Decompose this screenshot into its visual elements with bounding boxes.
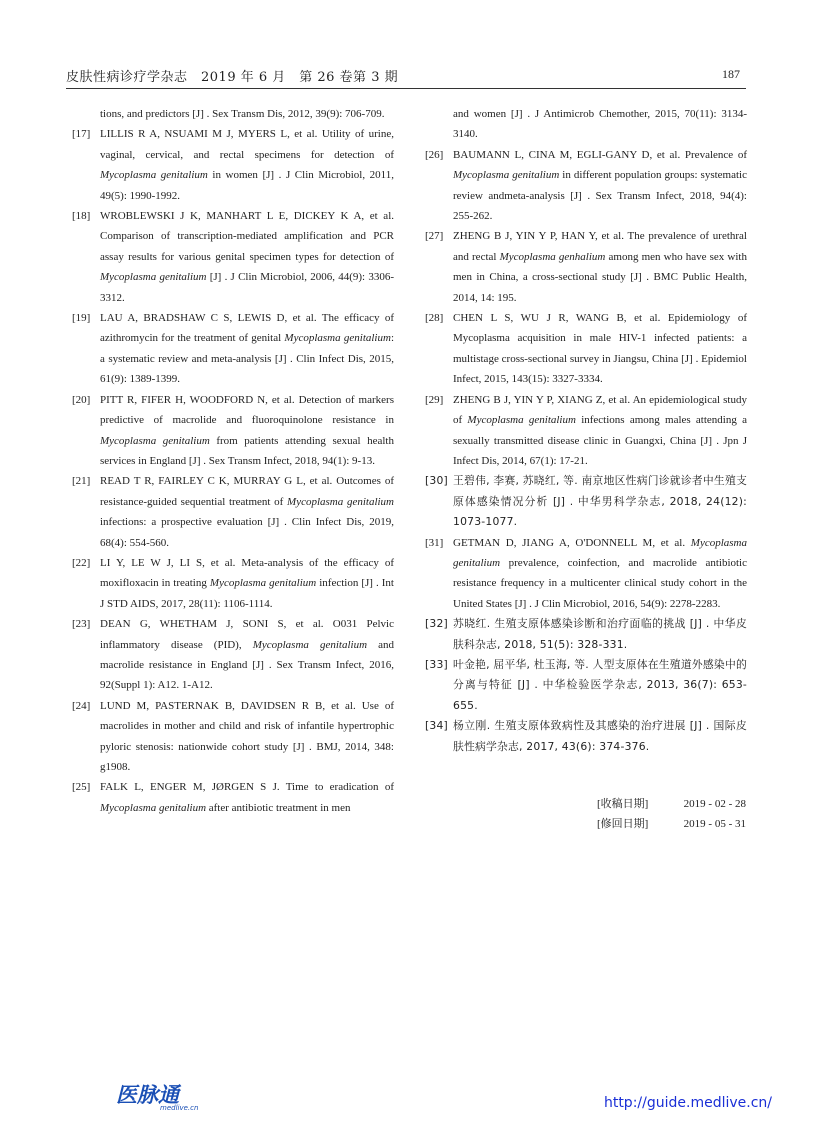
reference-text: in different population groups: systematic review andmeta-analysis [J] . Sex Transm Infect, 2018, 94(4): 255-262. (453, 169, 747, 223)
running-header (66, 66, 746, 86)
medlive-logo-icon (114, 1080, 214, 1112)
reference-text: ZHENG B J, YIN Y P, HAN Y, et al. The prevalence of urethral and rectal (453, 230, 747, 263)
reference-number: [32] (425, 617, 448, 631)
reference-number: [19] (72, 312, 91, 325)
reference-text: BAUMANN L, CINA M, EGLI-GANY D, et al. Prevalence of (453, 148, 747, 161)
revised-label: [修回日期] (597, 818, 649, 831)
reference-text: LI Y, LE W J, LI S, et al. Meta-analysis of the efficacy of moxifloxacin in treating (100, 556, 394, 590)
reference-number: [28] (425, 312, 444, 325)
reference-text: : a systematic review and meta-analysis [J] . Clin Infect Dis, 2015, 61(9): 1389-1399. (100, 332, 394, 386)
reference-number: [24] (72, 699, 91, 712)
reference-item (453, 104, 747, 145)
reference-item (425, 655, 747, 716)
reference-text: CHEN L S, WU J R, WANG B, et al. Epidemiology of Mycoplasma acquisition in male HIV-1 infected patients: a multistage cross-sectional survey in Jiangsu, China [J] . Epidemiol Infect, 2015, 143(15): 3327-3334. (453, 312, 747, 386)
journal-issue-line: 皮肤性病诊疗学杂志 2019 年 6 月 第 26 卷第 3 期 (66, 70, 399, 85)
species-name: Mycoplasma genitalium (100, 801, 207, 814)
reference-item (72, 553, 394, 614)
revised-value: 2019 - 05 - 31 (683, 818, 746, 831)
reference-text: LAU A, BRADSHAW C S, LEWIS D, et al. The efficacy of azithromycin for the treatment of genital (100, 312, 394, 345)
reference-number: [31] (425, 536, 444, 549)
reference-item (425, 145, 747, 227)
reference-item (425, 226, 747, 308)
reference-text: WROBLEWSKI J K, MANHART L E, DICKEY K A, et al. Comparison of transcription-mediated amplification and PCR assay results for various genital specimen types for detection of (100, 210, 394, 263)
species-name: Mycoplasma genitalium (100, 271, 207, 284)
reference-number: [17] (72, 128, 91, 141)
reference-item (72, 614, 394, 696)
reference-number: [20] (72, 393, 91, 406)
reference-text: DEAN G, WHETHAM J, SONI S, et al. O031 Pelvic inflammatory disease (PID), (100, 618, 394, 651)
reference-item (425, 533, 747, 615)
species-name: Mycoplasma genhalium (499, 250, 606, 263)
page-number: 187 (722, 67, 740, 81)
species-name: Mycoplasma genitalium (453, 169, 560, 182)
reference-item (72, 471, 394, 553)
reference-number: [26] (425, 148, 444, 161)
reference-text: prevalence, coinfection, and macrolide antibiotic resistance frequency in a multicenter clinical study cohort in the United States [J] . J Clin Microbiol, 2016, 54(9): 2278-2283. (453, 556, 747, 610)
received-date-row (597, 794, 746, 814)
reference-text: READ T R, FAIRLEY C K, MURRAY G L, et al. Outcomes of resistance-guided sequential treatment of (100, 475, 394, 508)
reference-item (72, 308, 394, 390)
reference-number: [27] (425, 230, 444, 243)
reference-item (72, 777, 394, 818)
reference-text: after antibiotic treatment in men (206, 801, 351, 814)
reference-text: LUND M, PASTERNAK B, DAVIDSEN R B, et al. Use of macrolides in mother and child and risk of infantile hypertrophic pyloric stenosis: nationwide cohort study [J] . BMJ, 2014, 348: g1908. (100, 699, 394, 773)
reference-text: GETMAN D, JIANG A, O'DONNELL M, et al. (453, 536, 691, 549)
species-name: Mycoplasma genitalium (100, 169, 208, 182)
reference-text: and macrolide resistance in England [J] . Sex Transm Infect, 2016, 92(Suppl 1): A12. 1-A12. (100, 638, 394, 692)
reference-text: FALK L, ENGER M, JØRGEN S J. Time to eradication of (100, 781, 394, 794)
reference-number: [25] (72, 781, 91, 794)
reference-text: infections: a prospective evaluation [J] . Clin Infect Dis, 2019, 68(4): 554-560. (100, 516, 394, 549)
reference-text: among men who have sex with men in China, a cross-sectional study [J] . BMC Public Health, 2014, 14: 195. (453, 250, 747, 304)
medlive-logo (114, 1080, 214, 1112)
reference-text: ZHENG B J, YIN Y P, XIANG Z, et al. An epidemiological study of (453, 393, 747, 427)
received-label: [收稿日期] (597, 798, 649, 810)
reference-item (425, 308, 747, 390)
species-name: Mycoplasma genitalium (209, 577, 317, 590)
reference-text: 王碧伟, 李赛, 苏晓红, 等. 南京地区性病门诊就诊者中生殖支原体感染情况分析 [J] . 中华男科学杂志, 2018, 24(12): 1073-1077. (453, 474, 747, 529)
received-value: 2019 - 02 - 28 (683, 798, 746, 810)
footer-url-link[interactable]: http://guide.medlive.cn/ (603, 1095, 772, 1111)
reference-item (425, 471, 747, 532)
reference-item (72, 696, 394, 778)
reference-item (72, 390, 394, 472)
reference-number: [21] (72, 475, 91, 488)
reference-text: in women [J] . J Clin Microbiol, 2011, 49(5): 1990-1992. (100, 169, 394, 202)
reference-text: tions, and predictors [J] . Sex Transm Dis, 2012, 39(9): 706-709. (100, 108, 385, 120)
reference-number: [23] (72, 618, 91, 631)
species-name: Mycoplasma genitalium (100, 434, 210, 447)
reference-text: 杨立刚. 生殖支原体致病性及其感染的治疗进展 [J] . 国际皮肤性病学杂志, 2017, 43(6): 374-376. (453, 719, 747, 753)
reference-text: from patients attending sexual health services in England [J] . Sex Transm Infect, 2018, 94(1): 9-13. (100, 434, 394, 467)
reference-text: PITT R, FIFER H, WOODFORD N, et al. Detection of markers predictive of macrolide and fluoroquinolone resistance in (100, 393, 394, 427)
submission-dates (597, 794, 757, 835)
reference-number: [30] (425, 474, 448, 488)
reference-text: LILLIS R A, NSUAMI M J, MYERS L, et al. Utility of urine, vaginal, cervical, and rectal specimens for detection of (100, 128, 394, 161)
reference-number: [18] (72, 210, 91, 223)
reference-number: [29] (425, 393, 444, 406)
reference-text: and women [J] . J Antimicrob Chemother, 2015, 70(11): 3134-3140. (453, 108, 747, 141)
reference-item (72, 124, 394, 206)
reference-number: [33] (425, 657, 448, 671)
species-name: Mycoplasma genitalium (252, 638, 368, 651)
revised-date-row (597, 814, 746, 834)
reference-column-right (425, 104, 747, 757)
reference-text: infections among males attending a sexually transmitted disease clinic in Guangxi, China [J] . Jpn J Infect Dis, 2014, 67(1): 17-21. (453, 414, 747, 467)
logo-text: 医脉通 (116, 1083, 179, 1107)
species-name: Mycoplasma genitalium (287, 495, 394, 508)
reference-text: infection [J] . Int J STD AIDS, 2017, 28(11): 1106-1114. (100, 577, 394, 610)
header-divider (66, 88, 746, 89)
species-name: Mycoplasma genitalium (467, 414, 576, 427)
reference-item (72, 206, 394, 308)
reference-text: 叶金艳, 屈平华, 杜玉海, 等. 人型支原体在生殖道外感染中的分离与特征 [J] . 中华检验医学杂志, 2013, 36(7): 653-655. (453, 657, 747, 712)
reference-item (425, 390, 747, 472)
reference-text: [J] . J Clin Microbiol, 2006, 44(9): 3306-3312. (100, 271, 394, 304)
reference-text: 苏晓红. 生殖支原体感染诊断和治疗面临的挑战 [J] . 中华皮肤科杂志, 2018, 51(5): 328-331. (453, 617, 747, 651)
reference-number: [22] (72, 556, 91, 569)
species-name: Mycoplasma genitalium (284, 332, 391, 345)
reference-column-left (72, 104, 394, 818)
reference-item (425, 614, 747, 655)
reference-number: [34] (425, 719, 448, 733)
reference-item (100, 104, 394, 124)
logo-subtext: medlive.cn (160, 1104, 199, 1112)
species-name: Mycoplasma genitalium (453, 536, 747, 569)
reference-item (425, 716, 747, 757)
